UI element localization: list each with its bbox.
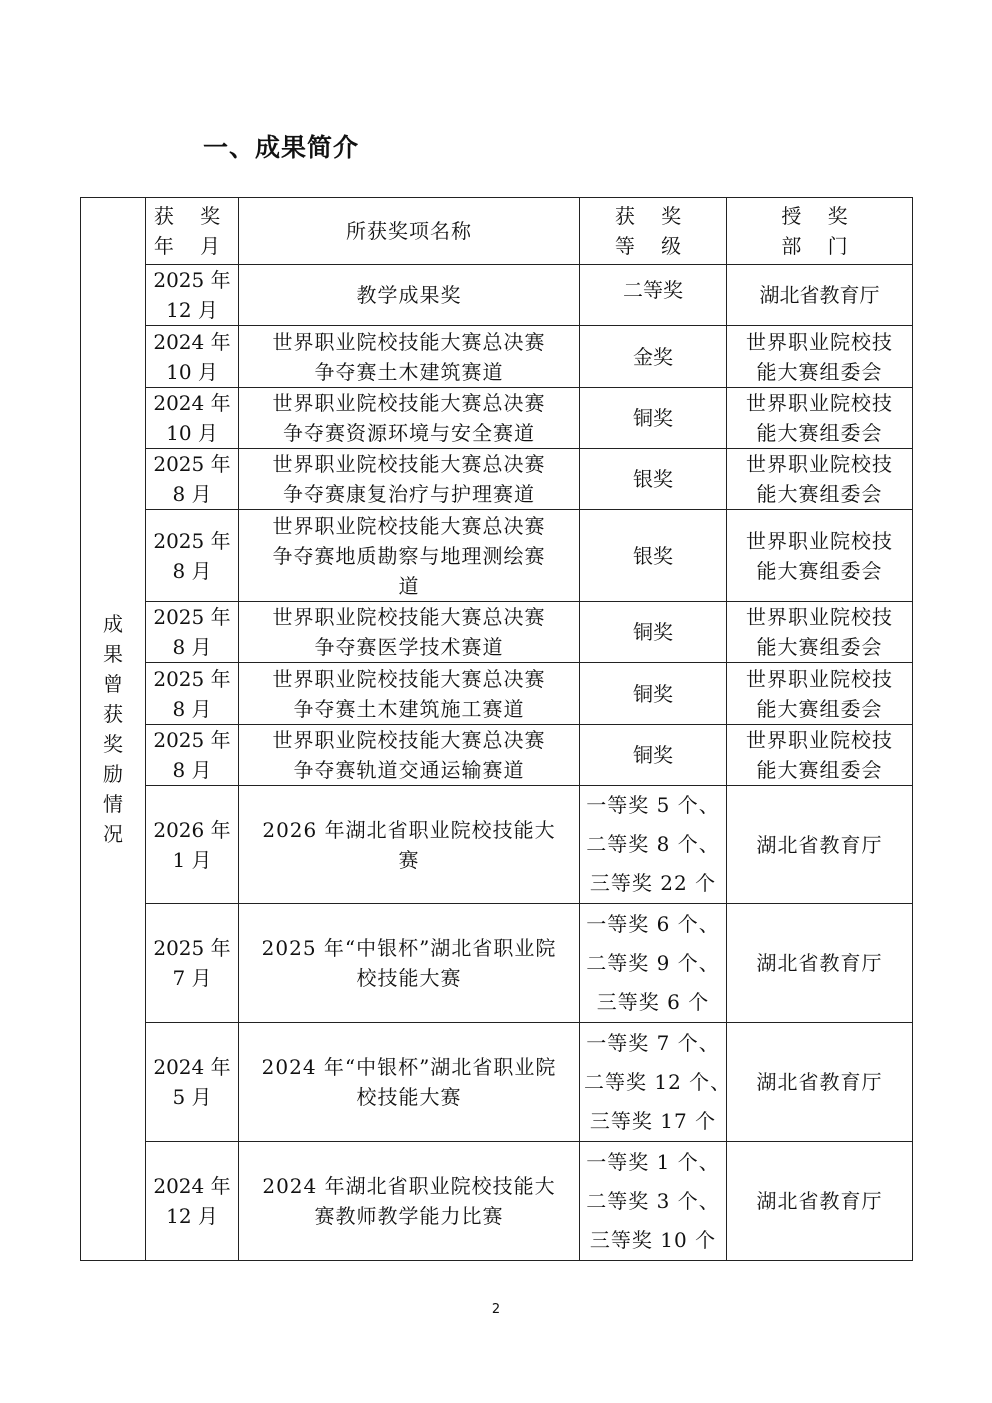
header-level-line: 获 奖 xyxy=(614,204,692,228)
date-line: 2024 年 xyxy=(153,391,231,415)
date-line: 8 月 xyxy=(172,696,212,721)
header-name xyxy=(239,198,580,265)
award-name-cell xyxy=(239,510,580,602)
award-level-cell xyxy=(580,449,727,510)
award-dept-line: 能大赛组委会 xyxy=(756,421,883,445)
award-name-line: 世界职业院校技能大赛总决赛 xyxy=(272,329,546,354)
header-row xyxy=(81,198,913,265)
date-line: 12 月 xyxy=(166,298,218,322)
date-line: 8 月 xyxy=(172,758,212,782)
header-level-line: 等 级 xyxy=(614,234,692,258)
award-dept-line: 湖北省教育厅 xyxy=(759,283,880,307)
header-dept xyxy=(727,198,913,265)
table-row xyxy=(81,1023,913,1142)
date-line: 2025 年 xyxy=(153,728,231,752)
date-line: 2026 年 xyxy=(153,817,231,842)
award-dept-line: 湖北省教育厅 xyxy=(756,832,883,857)
award-level-cell xyxy=(580,663,727,725)
award-level-line: 银奖 xyxy=(633,467,673,491)
award-level-cell xyxy=(580,904,727,1023)
award-name-line: 争夺赛康复治疗与护理赛道 xyxy=(283,482,535,506)
award-dept-line: 能大赛组委会 xyxy=(756,635,883,659)
award-dept-line: 世界职业院校技 xyxy=(746,391,893,415)
award-dept-cell xyxy=(727,449,913,510)
date-line: 8 月 xyxy=(172,635,212,659)
award-name-line: 争夺赛医学技术赛道 xyxy=(314,635,504,659)
award-level-line: 一等奖 7 个、 xyxy=(586,1030,720,1055)
table-row xyxy=(81,786,913,904)
date-line: 2025 年 xyxy=(153,605,231,629)
date-cell xyxy=(146,1142,239,1261)
award-name-line: 世界职业院校技能大赛总决赛 xyxy=(272,452,546,476)
date-cell xyxy=(146,265,239,326)
table-row xyxy=(81,510,913,602)
award-dept-cell xyxy=(727,388,913,449)
award-name-line: 争夺赛土木建筑赛道 xyxy=(314,359,504,384)
award-name-line: 世界职业院校技能大赛总决赛 xyxy=(272,391,546,415)
date-line: 7 月 xyxy=(172,966,212,990)
award-dept-cell xyxy=(727,265,913,326)
award-name-cell xyxy=(239,449,580,510)
header-name-text: 所获奖项名称 xyxy=(346,219,472,243)
award-name-line: 世界职业院校技能大赛总决赛 xyxy=(272,605,546,629)
date-line: 2025 年 xyxy=(153,528,231,553)
award-dept-cell xyxy=(727,663,913,725)
table-row xyxy=(81,449,913,510)
award-name-cell xyxy=(239,904,580,1023)
table-row xyxy=(81,904,913,1023)
date-line: 8 月 xyxy=(172,482,212,506)
award-name-cell xyxy=(239,1142,580,1261)
award-name-line: 争夺赛轨道交通运输赛道 xyxy=(293,758,525,782)
side-label-char: 成 xyxy=(103,612,123,636)
award-level-line: 铜奖 xyxy=(633,620,673,644)
side-label-char: 情 xyxy=(103,792,123,816)
award-level-line: 一等奖 1 个、 xyxy=(586,1149,720,1174)
award-name-line: 2026 年湖北省职业院校技能大 xyxy=(262,817,556,842)
date-line: 2025 年 xyxy=(153,268,231,292)
award-name-line: 赛 xyxy=(398,847,420,872)
award-name-line: 争夺赛土木建筑施工赛道 xyxy=(293,696,525,721)
award-level-line: 二等奖 8 个、 xyxy=(586,832,720,856)
date-cell xyxy=(146,1023,239,1142)
date-line: 5 月 xyxy=(172,1085,212,1109)
award-dept-cell xyxy=(727,786,913,904)
award-dept-cell xyxy=(727,1023,913,1142)
award-level-line: 二等奖 9 个、 xyxy=(586,950,720,975)
award-dept-cell xyxy=(727,725,913,786)
award-dept-cell xyxy=(727,904,913,1023)
award-name-cell xyxy=(239,265,580,326)
date-cell xyxy=(146,449,239,510)
award-dept-line: 世界职业院校技 xyxy=(746,605,893,629)
side-label-char: 曾 xyxy=(103,672,123,696)
award-level-cell xyxy=(580,725,727,786)
award-name-cell xyxy=(239,1023,580,1142)
side-label-char: 奖 xyxy=(103,732,123,756)
page-number: 2 xyxy=(491,1302,501,1317)
date-line: 2024 年 xyxy=(153,329,231,354)
award-level-line: 一等奖 6 个、 xyxy=(586,911,720,936)
header-date-line: 年 月 xyxy=(153,234,231,258)
award-name-line: 2025 年“中银杯”湖北省职业院 xyxy=(261,936,557,960)
award-dept-cell xyxy=(727,326,913,388)
date-line: 2025 年 xyxy=(153,666,231,691)
date-line: 2024 年 xyxy=(153,1055,231,1079)
header-dept-line: 授 奖 xyxy=(781,204,858,228)
award-level-line: 三等奖 17 个 xyxy=(589,1108,717,1133)
award-level-line: 一等奖 5 个、 xyxy=(586,793,720,817)
award-name-line: 世界职业院校技能大赛总决赛 xyxy=(272,666,546,691)
header-date xyxy=(146,198,239,265)
award-level-line: 铜奖 xyxy=(633,406,673,430)
award-level-line: 二等奖 xyxy=(623,278,683,302)
date-line: 2025 年 xyxy=(153,452,231,476)
side-label-char: 励 xyxy=(103,762,123,786)
award-dept-line: 能大赛组委会 xyxy=(756,482,883,506)
award-dept-line: 湖北省教育厅 xyxy=(756,951,883,975)
awards-table-body xyxy=(81,198,913,1261)
award-dept-line: 湖北省教育厅 xyxy=(756,1070,883,1094)
award-level-cell xyxy=(580,1023,732,1142)
award-name-line: 世界职业院校技能大赛总决赛 xyxy=(272,728,546,752)
date-line: 1 月 xyxy=(172,847,212,872)
award-dept-line: 能大赛组委会 xyxy=(756,758,883,782)
table-row xyxy=(81,388,913,449)
award-level-line: 三等奖 10 个 xyxy=(589,1227,717,1252)
award-name-line: 世界职业院校技能大赛总决赛 xyxy=(272,513,546,538)
section-heading: 一、成果简介 xyxy=(203,133,360,162)
date-line: 10 月 xyxy=(166,359,218,384)
award-level-line: 三等奖 22 个 xyxy=(589,871,717,895)
award-dept-line: 世界职业院校技 xyxy=(746,528,893,553)
award-name-line: 道 xyxy=(398,573,420,598)
date-cell xyxy=(146,510,239,602)
date-line: 10 月 xyxy=(166,421,218,445)
award-dept-line: 能大赛组委会 xyxy=(756,558,883,583)
award-level-cell xyxy=(580,786,727,904)
award-level-line: 银奖 xyxy=(633,543,673,568)
award-name-cell xyxy=(239,663,580,725)
award-name-line: 校技能大赛 xyxy=(356,966,462,990)
date-line: 2025 年 xyxy=(153,936,231,960)
award-level-line: 二等奖 12 个、 xyxy=(584,1069,732,1094)
award-level-line: 铜奖 xyxy=(633,743,673,767)
award-name-cell xyxy=(239,602,580,663)
side-label-char: 获 xyxy=(103,702,123,726)
date-line: 12 月 xyxy=(166,1204,218,1228)
award-name-cell xyxy=(239,388,580,449)
header-dept-line: 部 门 xyxy=(781,234,858,258)
date-cell xyxy=(146,602,239,663)
award-name-line: 2024 年“中银杯”湖北省职业院 xyxy=(261,1055,557,1079)
table-row xyxy=(81,725,913,786)
award-name-cell xyxy=(239,326,580,388)
side-label-char: 况 xyxy=(103,822,123,846)
award-name-line: 2024 年湖北省职业院校技能大 xyxy=(262,1174,556,1198)
award-dept-line: 能大赛组委会 xyxy=(756,359,883,384)
date-cell xyxy=(146,663,239,725)
award-name-line: 争夺赛资源环境与安全赛道 xyxy=(283,421,535,445)
award-dept-cell xyxy=(727,602,913,663)
date-cell xyxy=(146,725,239,786)
award-name-cell xyxy=(239,786,580,904)
date-cell xyxy=(146,326,239,388)
award-level-cell xyxy=(580,602,727,663)
date-cell xyxy=(146,904,239,1023)
award-dept-line: 世界职业院校技 xyxy=(746,452,893,476)
award-name-line: 争夺赛地质勘察与地理测绘赛 xyxy=(272,543,546,568)
award-dept-line: 湖北省教育厅 xyxy=(756,1189,883,1213)
table-row xyxy=(81,326,913,388)
award-dept-line: 世界职业院校技 xyxy=(746,666,893,691)
date-cell xyxy=(146,388,239,449)
award-level-cell xyxy=(580,510,727,602)
side-label-char: 果 xyxy=(103,642,123,666)
date-line: 8 月 xyxy=(172,558,212,583)
award-level-cell xyxy=(580,1142,727,1261)
table-row xyxy=(81,602,913,663)
award-dept-line: 世界职业院校技 xyxy=(746,329,893,354)
award-level-cell xyxy=(580,326,727,388)
award-name-line: 赛教师教学能力比赛 xyxy=(314,1204,504,1228)
award-name-line: 校技能大赛 xyxy=(356,1085,462,1109)
award-dept-line: 世界职业院校技 xyxy=(746,728,893,752)
table-row xyxy=(81,265,913,326)
header-level xyxy=(580,198,727,265)
award-dept-line: 能大赛组委会 xyxy=(756,696,883,721)
award-level-line: 铜奖 xyxy=(633,681,673,706)
side-label-cell xyxy=(81,198,146,1261)
award-level-cell xyxy=(580,265,727,326)
date-cell xyxy=(146,786,239,904)
award-level-cell xyxy=(580,388,727,449)
awards-table xyxy=(80,197,913,1261)
table-row xyxy=(81,663,913,725)
award-dept-cell xyxy=(727,510,913,602)
award-dept-cell xyxy=(727,1142,913,1261)
award-level-line: 三等奖 6 个 xyxy=(596,989,710,1014)
award-level-line: 二等奖 3 个、 xyxy=(586,1188,720,1213)
header-date-line: 获 奖 xyxy=(153,204,231,228)
date-line: 2024 年 xyxy=(153,1174,231,1198)
award-name-cell xyxy=(239,725,580,786)
award-name-line: 教学成果奖 xyxy=(356,283,462,307)
award-level-line: 金奖 xyxy=(633,344,673,369)
table-row xyxy=(81,1142,913,1261)
